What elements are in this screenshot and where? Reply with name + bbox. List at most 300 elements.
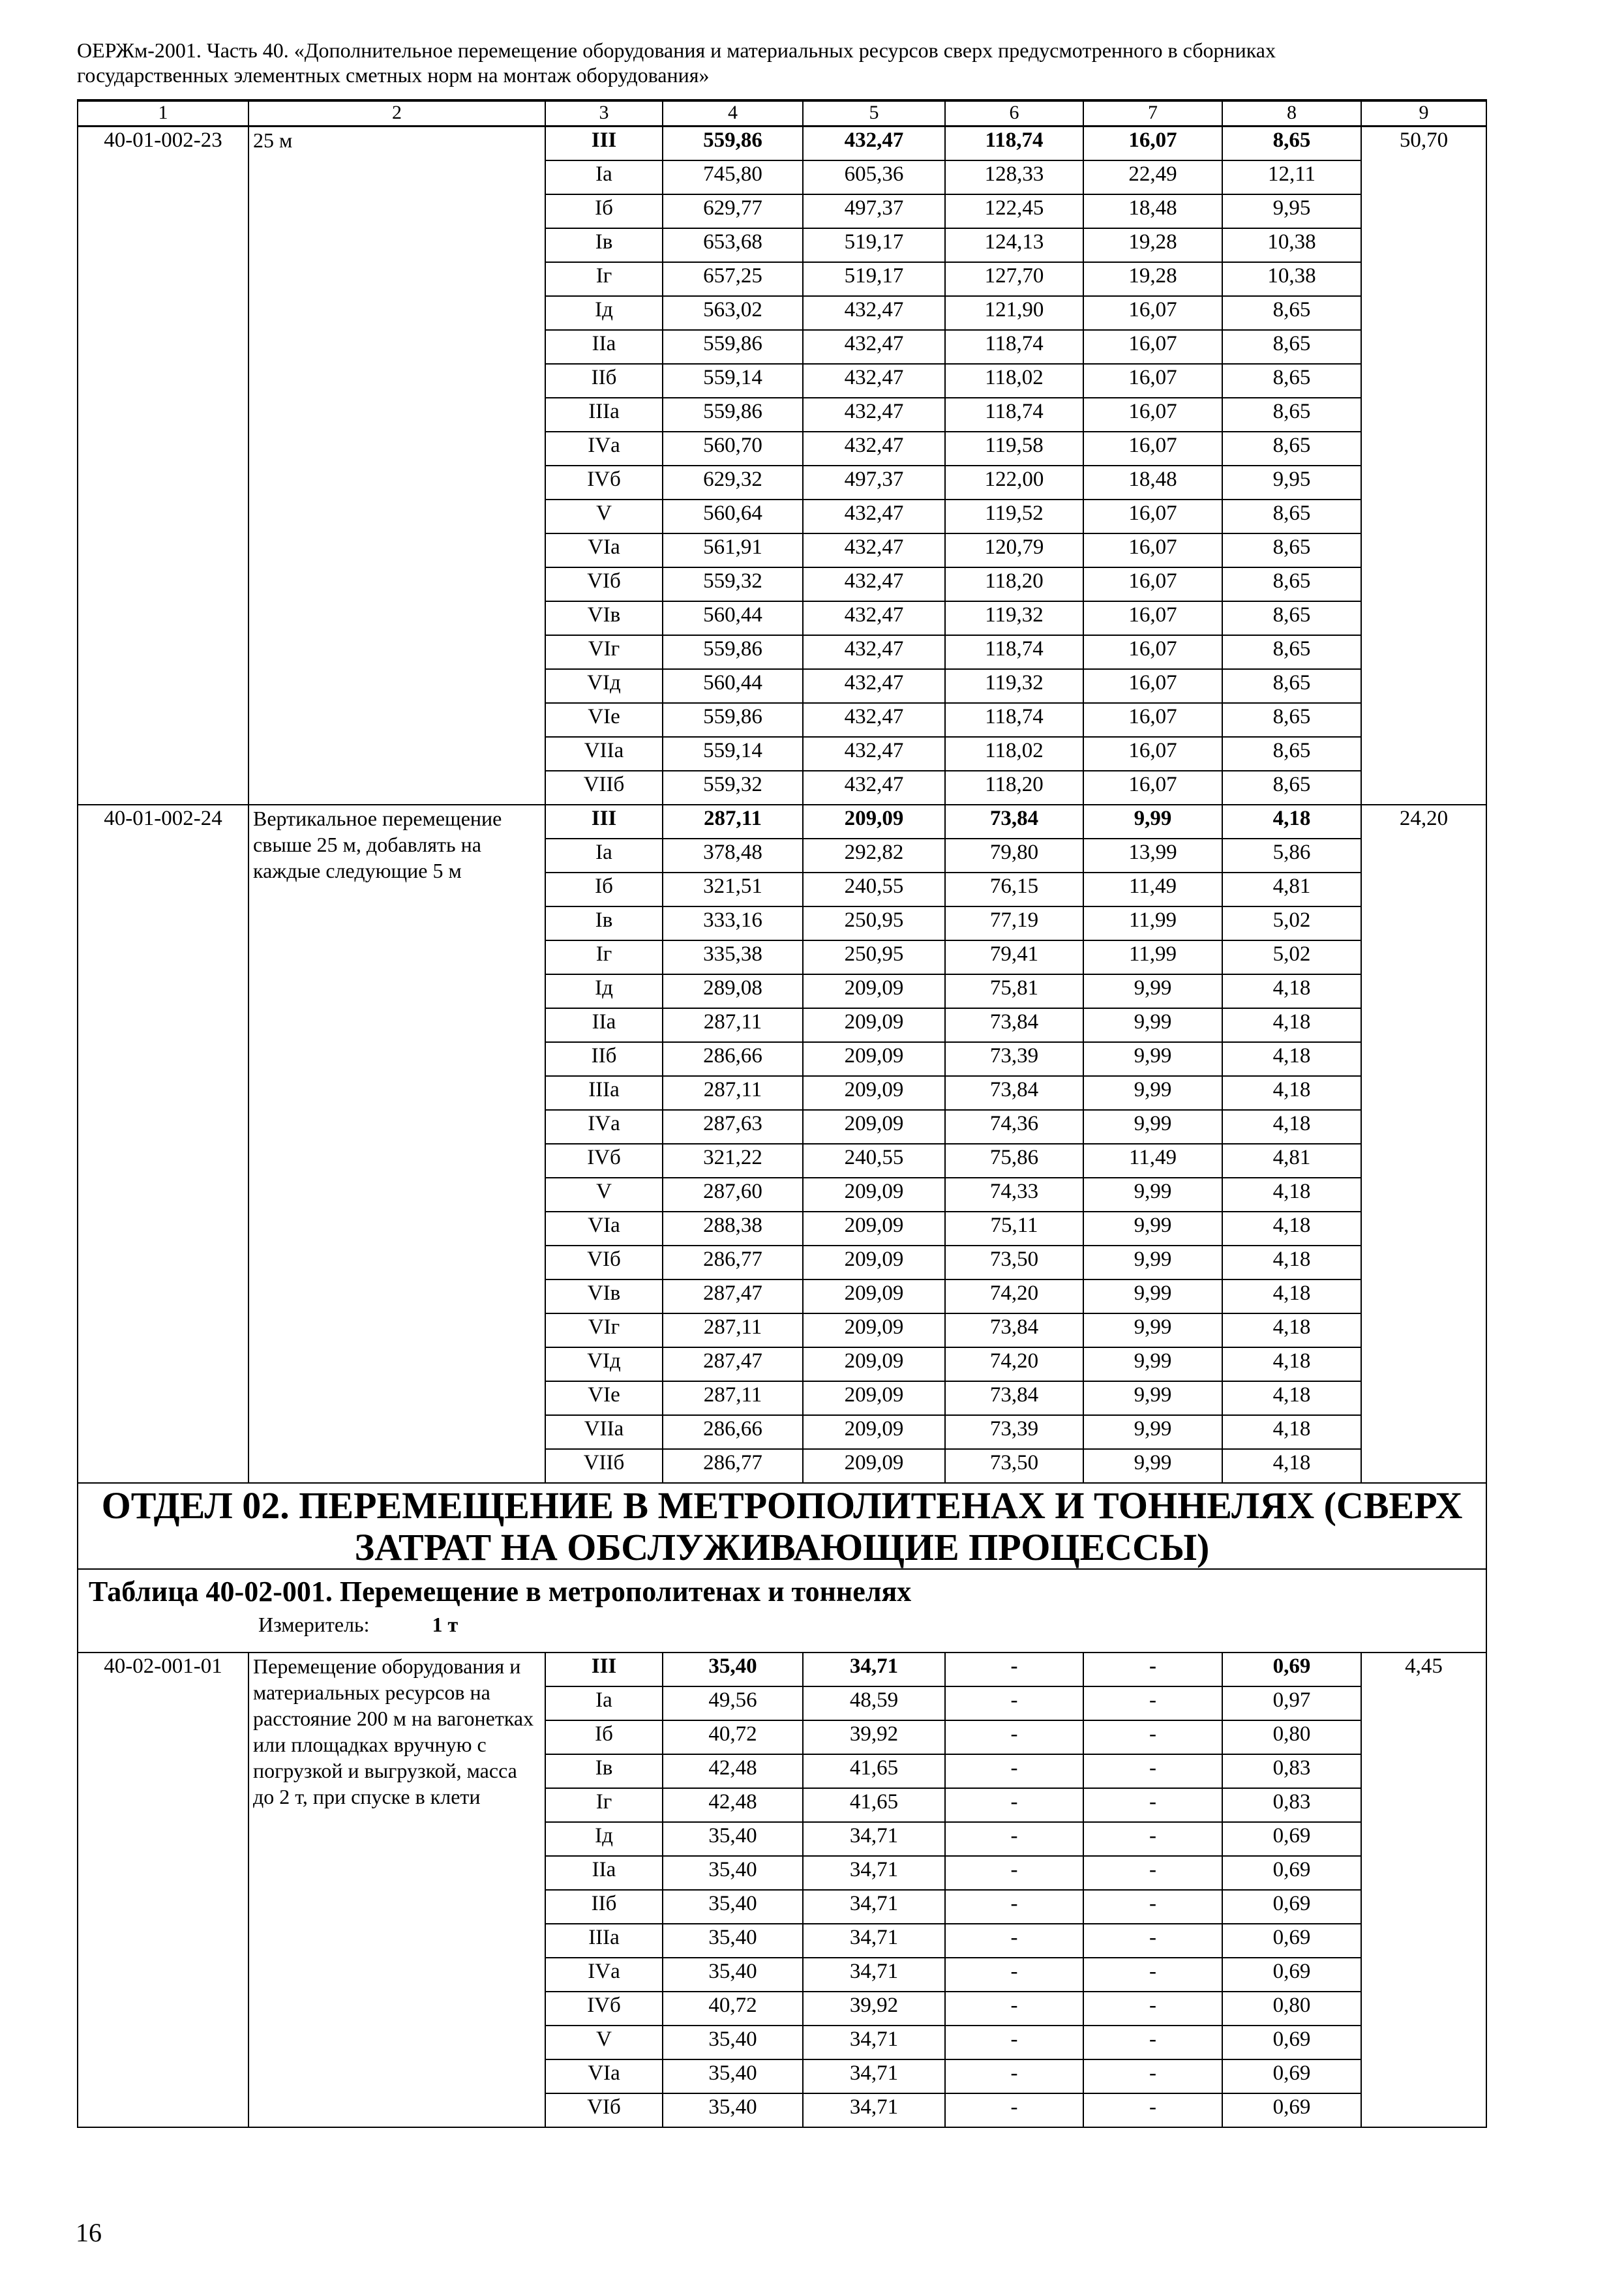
machine-costs: 118,74 xyxy=(945,127,1083,161)
machine-costs: 73,84 xyxy=(945,1076,1083,1110)
labor-wages: 209,09 xyxy=(803,1008,945,1042)
direct-costs: 657,25 xyxy=(663,262,803,296)
direct-costs: 286,77 xyxy=(663,1246,803,1279)
machinist-wages: 9,99 xyxy=(1083,1178,1222,1212)
running-header xyxy=(77,38,1486,87)
machinist-wages: - xyxy=(1083,1890,1222,1924)
machine-costs: - xyxy=(945,1720,1083,1754)
machine-costs: 118,02 xyxy=(945,737,1083,771)
machinist-wages: 9,99 xyxy=(1083,1246,1222,1279)
machine-costs: 122,45 xyxy=(945,194,1083,228)
price-zone: IVб xyxy=(545,1992,663,2026)
price-zone: IIIа xyxy=(545,398,663,432)
direct-costs: 653,68 xyxy=(663,228,803,262)
labor-wages: 209,09 xyxy=(803,1178,945,1212)
direct-costs: 287,63 xyxy=(663,1110,803,1144)
materials-cost: 0,83 xyxy=(1222,1754,1361,1788)
labor-wages: 432,47 xyxy=(803,533,945,567)
price-zone: IIб xyxy=(545,1042,663,1076)
machine-costs: 75,81 xyxy=(945,974,1083,1008)
materials-cost: 8,65 xyxy=(1222,330,1361,364)
section-title: ОТДЕЛ 02. ПЕРЕМЕЩЕНИЕ В МЕТРОПОЛИТЕНАХ И ТОННЕЛЯХ (СВЕРХ ЗАТРАТ НА ОБСЛУЖИВАЮЩИЕ ПРОЦЕССЫ) xyxy=(78,1483,1486,1569)
price-zone: IVа xyxy=(545,1110,663,1144)
price-zone: Iг xyxy=(545,262,663,296)
price-zone: Iг xyxy=(545,940,663,974)
price-zone: VIб xyxy=(545,567,663,601)
direct-costs: 559,86 xyxy=(663,635,803,669)
direct-costs: 35,40 xyxy=(663,2026,803,2059)
machine-costs: 74,33 xyxy=(945,1178,1083,1212)
labor-wages: 209,09 xyxy=(803,805,945,839)
direct-costs: 35,40 xyxy=(663,2059,803,2093)
table-title-row xyxy=(78,1569,1486,1653)
labor-wages: 519,17 xyxy=(803,228,945,262)
materials-cost: 5,86 xyxy=(1222,839,1361,873)
materials-cost: 8,65 xyxy=(1222,127,1361,161)
price-zone: VIб xyxy=(545,1246,663,1279)
measure xyxy=(82,1611,1482,1638)
labor-wages: 209,09 xyxy=(803,1076,945,1110)
machine-costs: 118,74 xyxy=(945,398,1083,432)
table-row xyxy=(78,1653,1486,1686)
labor-wages: 432,47 xyxy=(803,500,945,533)
price-zone: Iв xyxy=(545,228,663,262)
labor-wages: 34,71 xyxy=(803,1653,945,1686)
price-zone: VIа xyxy=(545,1212,663,1246)
price-zone: Iд xyxy=(545,296,663,330)
norm-code: 40-01-002-23 xyxy=(78,127,248,805)
materials-cost: 0,69 xyxy=(1222,2026,1361,2059)
price-zone: V xyxy=(545,500,663,533)
header-line-2: государственных элементных сметных норм на монтаж оборудования» xyxy=(77,63,710,87)
column-number: 5 xyxy=(803,100,945,127)
machine-costs: 73,39 xyxy=(945,1042,1083,1076)
labor-wages: 209,09 xyxy=(803,1212,945,1246)
header-line-1: ОЕРЖм-2001. Часть 40. «Дополнительное перемещение оборудования и материальных ресурсов сверх предусмотренного в сборниках xyxy=(77,38,1276,62)
machinist-wages: - xyxy=(1083,1924,1222,1958)
machinist-wages: - xyxy=(1083,1686,1222,1720)
price-zone: III xyxy=(545,127,663,161)
direct-costs: 287,60 xyxy=(663,1178,803,1212)
price-zone: VIв xyxy=(545,601,663,635)
price-zone: IIа xyxy=(545,1856,663,1890)
materials-cost: 8,65 xyxy=(1222,296,1361,330)
labor-wages: 250,95 xyxy=(803,906,945,940)
labor-wages: 432,47 xyxy=(803,127,945,161)
price-zone: Iг xyxy=(545,1788,663,1822)
labor-wages: 209,09 xyxy=(803,1279,945,1313)
materials-cost: 8,65 xyxy=(1222,364,1361,398)
direct-costs: 560,64 xyxy=(663,500,803,533)
machine-costs: 76,15 xyxy=(945,873,1083,906)
price-zone: VIа xyxy=(545,533,663,567)
machinist-wages: - xyxy=(1083,1992,1222,2026)
materials-cost: 4,18 xyxy=(1222,1008,1361,1042)
machinist-wages: 9,99 xyxy=(1083,1381,1222,1415)
price-zone: Iа xyxy=(545,1686,663,1720)
labor-wages: 432,47 xyxy=(803,601,945,635)
labor-wages: 432,47 xyxy=(803,296,945,330)
machinist-wages: 16,07 xyxy=(1083,601,1222,635)
materials-cost: 4,18 xyxy=(1222,1313,1361,1347)
direct-costs: 42,48 xyxy=(663,1754,803,1788)
price-zone: VIIа xyxy=(545,737,663,771)
labor-wages: 48,59 xyxy=(803,1686,945,1720)
price-zone: Iв xyxy=(545,906,663,940)
labor-wages: 240,55 xyxy=(803,873,945,906)
price-zone: Iд xyxy=(545,974,663,1008)
column-number: 8 xyxy=(1222,100,1361,127)
machinist-wages: 16,07 xyxy=(1083,398,1222,432)
materials-cost: 4,81 xyxy=(1222,1144,1361,1178)
machine-costs: 118,02 xyxy=(945,364,1083,398)
direct-costs: 287,47 xyxy=(663,1279,803,1313)
materials-cost: 8,65 xyxy=(1222,737,1361,771)
labor-wages: 209,09 xyxy=(803,1313,945,1347)
machinist-wages: 16,07 xyxy=(1083,296,1222,330)
materials-cost: 8,65 xyxy=(1222,635,1361,669)
machine-costs: 75,11 xyxy=(945,1212,1083,1246)
materials-cost: 4,18 xyxy=(1222,1347,1361,1381)
materials-cost: 10,38 xyxy=(1222,262,1361,296)
machine-costs: 128,33 xyxy=(945,160,1083,194)
price-zone: Iб xyxy=(545,1720,663,1754)
machine-costs: 119,52 xyxy=(945,500,1083,533)
table-title: Таблица 40-02-001. Перемещение в метрополитенах и тоннелях xyxy=(89,1576,912,1608)
labor-wages: 432,47 xyxy=(803,330,945,364)
price-zone: IIа xyxy=(545,330,663,364)
price-zone: Iа xyxy=(545,839,663,873)
materials-cost: 4,18 xyxy=(1222,1178,1361,1212)
direct-costs: 42,48 xyxy=(663,1788,803,1822)
machine-costs: 73,50 xyxy=(945,1449,1083,1483)
direct-costs: 378,48 xyxy=(663,839,803,873)
machine-costs: 124,13 xyxy=(945,228,1083,262)
column-number: 6 xyxy=(945,100,1083,127)
machinist-wages: - xyxy=(1083,1856,1222,1890)
price-zone: IVб xyxy=(545,1144,663,1178)
labor-hours: 50,70 xyxy=(1361,127,1486,805)
direct-costs: 559,86 xyxy=(663,703,803,737)
machinist-wages: 13,99 xyxy=(1083,839,1222,873)
machine-costs: - xyxy=(945,1788,1083,1822)
labor-hours: 24,20 xyxy=(1361,805,1486,1483)
materials-cost: 0,69 xyxy=(1222,1924,1361,1958)
materials-cost: 0,97 xyxy=(1222,1686,1361,1720)
materials-cost: 4,81 xyxy=(1222,873,1361,906)
machine-costs: 74,20 xyxy=(945,1347,1083,1381)
labor-wages: 209,09 xyxy=(803,1449,945,1483)
machinist-wages: 11,49 xyxy=(1083,873,1222,906)
price-zone: VIIб xyxy=(545,771,663,805)
direct-costs: 286,77 xyxy=(663,1449,803,1483)
labor-wages: 432,47 xyxy=(803,771,945,805)
machine-costs: - xyxy=(945,1890,1083,1924)
machine-costs: 75,86 xyxy=(945,1144,1083,1178)
machine-costs: 74,36 xyxy=(945,1110,1083,1144)
materials-cost: 8,65 xyxy=(1222,601,1361,635)
direct-costs: 35,40 xyxy=(663,2093,803,2127)
direct-costs: 563,02 xyxy=(663,296,803,330)
column-number: 4 xyxy=(663,100,803,127)
machinist-wages: 9,99 xyxy=(1083,1313,1222,1347)
section-row xyxy=(78,1483,1486,1569)
materials-cost: 8,65 xyxy=(1222,771,1361,805)
direct-costs: 287,47 xyxy=(663,1347,803,1381)
norm-code: 40-02-001-01 xyxy=(78,1653,248,2127)
direct-costs: 559,32 xyxy=(663,567,803,601)
direct-costs: 35,40 xyxy=(663,1856,803,1890)
norm-code: 40-01-002-24 xyxy=(78,805,248,1483)
materials-cost: 0,69 xyxy=(1222,1653,1361,1686)
direct-costs: 287,11 xyxy=(663,805,803,839)
labor-wages: 250,95 xyxy=(803,940,945,974)
direct-costs: 560,70 xyxy=(663,432,803,466)
price-zone: VIд xyxy=(545,1347,663,1381)
column-number: 3 xyxy=(545,100,663,127)
labor-wages: 432,47 xyxy=(803,567,945,601)
machinist-wages: 18,48 xyxy=(1083,194,1222,228)
materials-cost: 5,02 xyxy=(1222,906,1361,940)
page-number: 16 xyxy=(76,2218,102,2247)
materials-cost: 8,65 xyxy=(1222,703,1361,737)
machinist-wages: - xyxy=(1083,1754,1222,1788)
machinist-wages: - xyxy=(1083,1822,1222,1856)
materials-cost: 4,18 xyxy=(1222,1212,1361,1246)
labor-hours: 4,45 xyxy=(1361,1653,1486,2127)
machinist-wages: 16,07 xyxy=(1083,127,1222,161)
machine-costs: 121,90 xyxy=(945,296,1083,330)
machinist-wages: 19,28 xyxy=(1083,228,1222,262)
machinist-wages: 9,99 xyxy=(1083,1347,1222,1381)
machinist-wages: - xyxy=(1083,1720,1222,1754)
machine-costs: 73,84 xyxy=(945,1381,1083,1415)
machinist-wages: 16,07 xyxy=(1083,364,1222,398)
machinist-wages: 9,99 xyxy=(1083,1279,1222,1313)
price-zone: VIIб xyxy=(545,1449,663,1483)
labor-wages: 41,65 xyxy=(803,1754,945,1788)
labor-wages: 39,92 xyxy=(803,1720,945,1754)
direct-costs: 629,32 xyxy=(663,466,803,500)
materials-cost: 8,65 xyxy=(1222,567,1361,601)
labor-wages: 209,09 xyxy=(803,1381,945,1415)
price-zone: VIб xyxy=(545,2093,663,2127)
direct-costs: 559,86 xyxy=(663,330,803,364)
labor-wages: 209,09 xyxy=(803,1042,945,1076)
labor-wages: 240,55 xyxy=(803,1144,945,1178)
labor-wages: 34,71 xyxy=(803,1958,945,1992)
column-number: 1 xyxy=(78,100,248,127)
materials-cost: 0,83 xyxy=(1222,1788,1361,1822)
machinist-wages: 22,49 xyxy=(1083,160,1222,194)
machinist-wages: 16,07 xyxy=(1083,771,1222,805)
labor-wages: 432,47 xyxy=(803,398,945,432)
price-zone: IVб xyxy=(545,466,663,500)
machinist-wages: 18,48 xyxy=(1083,466,1222,500)
table-row xyxy=(78,805,1486,839)
labor-wages: 519,17 xyxy=(803,262,945,296)
direct-costs: 561,91 xyxy=(663,533,803,567)
machine-costs: - xyxy=(945,1856,1083,1890)
labor-wages: 432,47 xyxy=(803,703,945,737)
machinist-wages: 16,07 xyxy=(1083,500,1222,533)
machine-costs: 118,74 xyxy=(945,330,1083,364)
machine-costs: 73,84 xyxy=(945,1313,1083,1347)
machinist-wages: 11,99 xyxy=(1083,940,1222,974)
machine-costs: - xyxy=(945,1653,1083,1686)
machinist-wages: 11,49 xyxy=(1083,1144,1222,1178)
price-zone: IIб xyxy=(545,1890,663,1924)
norm-name: 25 м xyxy=(248,127,545,805)
labor-wages: 209,09 xyxy=(803,1110,945,1144)
machinist-wages: 19,28 xyxy=(1083,262,1222,296)
labor-wages: 34,71 xyxy=(803,2026,945,2059)
materials-cost: 0,69 xyxy=(1222,1856,1361,1890)
machinist-wages: - xyxy=(1083,1958,1222,1992)
price-zone: Iа xyxy=(545,160,663,194)
machinist-wages: 9,99 xyxy=(1083,1415,1222,1449)
labor-wages: 209,09 xyxy=(803,1347,945,1381)
machinist-wages: 16,07 xyxy=(1083,330,1222,364)
norm-name: Перемещение оборудования и материальных ресурсов на расстояние 200 м на вагонетках или площадках вручную с погрузкой и выгрузкой, масса до 2 т, при спуске в клети xyxy=(248,1653,545,2127)
materials-cost: 8,65 xyxy=(1222,669,1361,703)
labor-wages: 34,71 xyxy=(803,1822,945,1856)
machinist-wages: 9,99 xyxy=(1083,1076,1222,1110)
direct-costs: 40,72 xyxy=(663,1992,803,2026)
direct-costs: 288,38 xyxy=(663,1212,803,1246)
machinist-wages: - xyxy=(1083,2093,1222,2127)
table-title-cell xyxy=(78,1569,1486,1653)
labor-wages: 292,82 xyxy=(803,839,945,873)
materials-cost: 12,11 xyxy=(1222,160,1361,194)
machine-costs: - xyxy=(945,2093,1083,2127)
labor-wages: 605,36 xyxy=(803,160,945,194)
materials-cost: 0,69 xyxy=(1222,1890,1361,1924)
materials-cost: 10,38 xyxy=(1222,228,1361,262)
labor-wages: 432,47 xyxy=(803,669,945,703)
machine-costs: 122,00 xyxy=(945,466,1083,500)
labor-wages: 497,37 xyxy=(803,194,945,228)
machinist-wages: 9,99 xyxy=(1083,1449,1222,1483)
materials-cost: 0,69 xyxy=(1222,1958,1361,1992)
direct-costs: 286,66 xyxy=(663,1415,803,1449)
materials-cost: 0,69 xyxy=(1222,2059,1361,2093)
labor-wages: 34,71 xyxy=(803,1924,945,1958)
direct-costs: 745,80 xyxy=(663,160,803,194)
materials-cost: 0,80 xyxy=(1222,1992,1361,2026)
labor-wages: 34,71 xyxy=(803,2093,945,2127)
labor-wages: 432,47 xyxy=(803,364,945,398)
machine-costs: 74,20 xyxy=(945,1279,1083,1313)
machine-costs: 73,84 xyxy=(945,1008,1083,1042)
machine-costs: 79,41 xyxy=(945,940,1083,974)
direct-costs: 559,86 xyxy=(663,127,803,161)
machine-costs: 119,32 xyxy=(945,601,1083,635)
materials-cost: 9,95 xyxy=(1222,466,1361,500)
direct-costs: 287,11 xyxy=(663,1313,803,1347)
direct-costs: 289,08 xyxy=(663,974,803,1008)
direct-costs: 333,16 xyxy=(663,906,803,940)
norms-table xyxy=(77,99,1487,2128)
materials-cost: 0,80 xyxy=(1222,1720,1361,1754)
machinist-wages: 16,07 xyxy=(1083,703,1222,737)
direct-costs: 35,40 xyxy=(663,1958,803,1992)
labor-wages: 34,71 xyxy=(803,1890,945,1924)
materials-cost: 8,65 xyxy=(1222,398,1361,432)
direct-costs: 287,11 xyxy=(663,1076,803,1110)
machine-costs: 73,39 xyxy=(945,1415,1083,1449)
price-zone: IIIа xyxy=(545,1076,663,1110)
materials-cost: 4,18 xyxy=(1222,1381,1361,1415)
direct-costs: 559,14 xyxy=(663,364,803,398)
machinist-wages: 11,99 xyxy=(1083,906,1222,940)
price-zone: V xyxy=(545,1178,663,1212)
price-zone: IVа xyxy=(545,1958,663,1992)
materials-cost: 4,18 xyxy=(1222,1449,1361,1483)
machine-costs: 118,74 xyxy=(945,703,1083,737)
price-zone: VIе xyxy=(545,1381,663,1415)
price-zone: VIа xyxy=(545,2059,663,2093)
labor-wages: 432,47 xyxy=(803,737,945,771)
column-number: 7 xyxy=(1083,100,1222,127)
price-zone: IVа xyxy=(545,432,663,466)
materials-cost: 5,02 xyxy=(1222,940,1361,974)
price-zone: VIв xyxy=(545,1279,663,1313)
norm-name: Вертикальное перемещение свыше 25 м, добавлять на каждые следующие 5 м xyxy=(248,805,545,1483)
machine-costs: 79,80 xyxy=(945,839,1083,873)
labor-wages: 209,09 xyxy=(803,1246,945,1279)
labor-wages: 41,65 xyxy=(803,1788,945,1822)
machine-costs: - xyxy=(945,1822,1083,1856)
materials-cost: 4,18 xyxy=(1222,1279,1361,1313)
materials-cost: 9,95 xyxy=(1222,194,1361,228)
direct-costs: 560,44 xyxy=(663,601,803,635)
direct-costs: 35,40 xyxy=(663,1924,803,1958)
price-zone: Iб xyxy=(545,194,663,228)
price-zone: VIг xyxy=(545,1313,663,1347)
machine-costs: 120,79 xyxy=(945,533,1083,567)
direct-costs: 559,86 xyxy=(663,398,803,432)
machinist-wages: 9,99 xyxy=(1083,1042,1222,1076)
machine-costs: - xyxy=(945,1992,1083,2026)
machinist-wages: 9,99 xyxy=(1083,1212,1222,1246)
machinist-wages: 16,07 xyxy=(1083,567,1222,601)
direct-costs: 559,14 xyxy=(663,737,803,771)
table-row xyxy=(78,127,1486,161)
labor-wages: 34,71 xyxy=(803,2059,945,2093)
labor-wages: 497,37 xyxy=(803,466,945,500)
machine-costs: 77,19 xyxy=(945,906,1083,940)
machinist-wages: - xyxy=(1083,2026,1222,2059)
labor-wages: 432,47 xyxy=(803,635,945,669)
materials-cost: 8,65 xyxy=(1222,500,1361,533)
machinist-wages: - xyxy=(1083,1788,1222,1822)
materials-cost: 4,18 xyxy=(1222,1110,1361,1144)
direct-costs: 287,11 xyxy=(663,1381,803,1415)
direct-costs: 335,38 xyxy=(663,940,803,974)
direct-costs: 629,77 xyxy=(663,194,803,228)
machinist-wages: - xyxy=(1083,1653,1222,1686)
price-zone: Iд xyxy=(545,1822,663,1856)
direct-costs: 49,56 xyxy=(663,1686,803,1720)
materials-cost: 4,18 xyxy=(1222,805,1361,839)
machine-costs: - xyxy=(945,1924,1083,1958)
direct-costs: 287,11 xyxy=(663,1008,803,1042)
machine-costs: - xyxy=(945,2059,1083,2093)
machine-costs: 118,20 xyxy=(945,567,1083,601)
direct-costs: 560,44 xyxy=(663,669,803,703)
machinist-wages: 16,07 xyxy=(1083,737,1222,771)
